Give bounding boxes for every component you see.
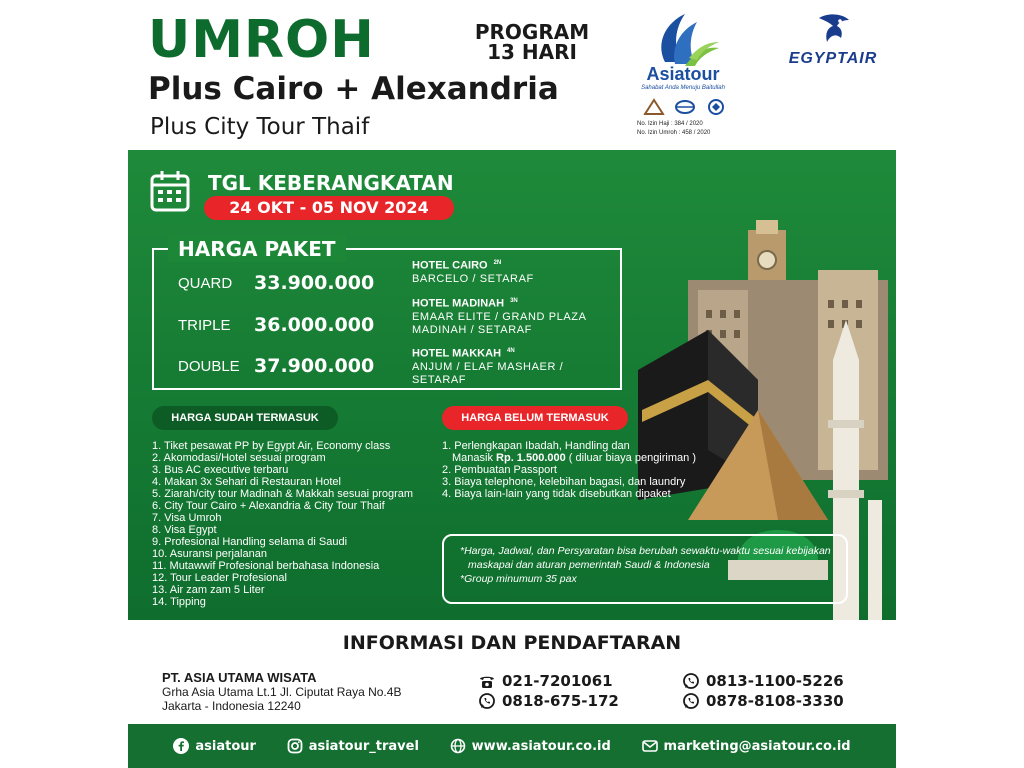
list-item: 11. Mutawwif Profesional berbahasa Indonesia xyxy=(152,560,380,572)
facebook-link[interactable] xyxy=(173,738,256,754)
departure-date: 24 OKT - 05 NOV 2024 xyxy=(204,196,454,220)
price-value: 37.900.000 xyxy=(254,355,375,377)
hotel-desc: SETARAF xyxy=(412,373,467,386)
whatsapp-icon xyxy=(682,672,700,690)
globe-icon xyxy=(450,738,466,754)
program-duration xyxy=(466,22,598,62)
list-item: 8. Visa Egypt xyxy=(152,524,217,536)
izin-haji: No. Izin Haji : 384 / 2020 xyxy=(637,121,703,127)
whatsapp-number: 0818-675-172 xyxy=(502,692,619,710)
price-label: TRIPLE xyxy=(178,316,231,334)
contact-whatsapp-3[interactable] xyxy=(682,692,844,710)
departure-title: TGL KEBERANGKATAN xyxy=(208,171,454,195)
price-label: QUARD xyxy=(178,274,233,292)
website-link[interactable] xyxy=(450,738,611,754)
asiatour-logo xyxy=(633,12,733,142)
asiatour-tagline: Sahabat Anda Menuju Baitullah xyxy=(641,85,725,91)
list-item: 13. Air zam zam 5 Liter xyxy=(152,584,265,596)
list-item-continuation xyxy=(442,452,732,464)
price-row-double xyxy=(178,353,374,379)
note-line: maskapai dan aturan pemerintah Saudi & Indonesia xyxy=(468,559,710,571)
price-title: HARGA PAKET xyxy=(178,237,336,261)
contact-whatsapp-1[interactable] xyxy=(478,692,619,710)
instagram-link[interactable] xyxy=(287,738,419,754)
egyptair-name: EGYPTAIR xyxy=(788,50,878,67)
list-item: 14. Tipping xyxy=(152,596,206,608)
info-title: INFORMASI DAN PENDAFTARAN xyxy=(342,632,682,654)
egyptair-logo xyxy=(783,12,883,72)
asiatour-name: Asiatour xyxy=(646,64,720,84)
price-title-wrap xyxy=(168,236,346,262)
package-panel xyxy=(128,150,896,620)
list-item: 7. Visa Umroh xyxy=(152,512,222,524)
list-item: 4. Biaya lain-lain yang tidak disebutkan dipaket xyxy=(442,488,671,500)
price-value: 33.900.000 xyxy=(254,272,375,294)
hotel-desc: EMAAR ELITE / GRAND PLAZA xyxy=(412,310,587,323)
list-item: 6. City Tour Cairo + Alexandria & City Tour Thaif xyxy=(152,500,385,512)
email-link[interactable] xyxy=(642,738,851,754)
hotel-nights: 2N xyxy=(493,260,502,266)
program-line1: PROGRAM xyxy=(474,20,590,44)
horus-falcon-icon xyxy=(813,12,853,48)
poster-subtitle: Plus Cairo + Alexandria xyxy=(148,71,559,107)
social-footer xyxy=(128,724,896,768)
license-numbers xyxy=(637,120,737,138)
facebook-handle: asiatour xyxy=(195,738,256,754)
manasik-note: ( diluar biaya pengiriman ) xyxy=(565,452,696,464)
phone-number: 021-7201061 xyxy=(502,672,613,690)
price-row-quard xyxy=(178,270,374,296)
list-item: 4. Makan 3x Sehari di Restauran Hotel xyxy=(152,476,341,488)
calendar-icon xyxy=(150,170,190,212)
hotel-name: HOTEL MAKKAH xyxy=(412,347,502,360)
facebook-icon xyxy=(173,738,189,754)
telephone-icon xyxy=(478,672,496,690)
list-item: 10. Asuransi perjalanan xyxy=(152,548,267,560)
manasik-price: Rp. 1.500.000 xyxy=(496,452,566,464)
excluded-title: HARGA BELUM TERMASUK xyxy=(442,406,628,430)
whatsapp-icon xyxy=(682,692,700,710)
hotel-nights: 3N xyxy=(510,298,518,304)
instagram-handle: asiatour_travel xyxy=(308,738,419,754)
hotel-desc: MADINAH / SETARAF xyxy=(412,323,533,336)
himpuh-badge-icon xyxy=(705,98,727,116)
price-value: 36.000.000 xyxy=(254,314,375,336)
contact-phone[interactable] xyxy=(478,672,613,690)
whatsapp-icon xyxy=(478,692,496,710)
amphuri-badge-icon xyxy=(643,98,665,116)
price-row-triple xyxy=(178,312,374,338)
website-url: www.asiatour.co.id xyxy=(471,738,611,754)
izin-umroh: No. Izin Umroh : 458 / 2020 xyxy=(637,130,711,136)
hotel-cairo xyxy=(412,256,612,286)
company-address-line1: Grha Asia Utama Lt.1 Jl. Ciputat Raya No.4B xyxy=(162,685,402,699)
list-item: 12. Tour Leader Profesional xyxy=(152,572,287,584)
hotel-name: HOTEL MADINAH xyxy=(412,297,505,310)
whatsapp-number: 0878-8108-3330 xyxy=(706,692,844,710)
included-title: HARGA SUDAH TERMASUK xyxy=(152,406,338,430)
hotel-desc: BARCELO / SETARAF xyxy=(412,272,534,285)
hotel-nights: 4N xyxy=(507,348,515,354)
included-list xyxy=(152,440,452,608)
iata-badge-icon xyxy=(674,98,696,116)
company-info xyxy=(162,670,462,713)
list-item: 2. Akomodasi/Hotel sesuai program xyxy=(152,452,326,464)
list-item: 1. Perlengkapan Ibadah, Handling dan xyxy=(442,440,630,452)
umroh-poster xyxy=(128,0,896,768)
email-address: marketing@asiatour.co.id xyxy=(663,738,851,754)
program-line2: 13 HARI xyxy=(487,40,577,64)
list-item: 1. Tiket pesawat PP by Egypt Air, Economy class xyxy=(152,440,391,452)
hotel-desc: ANJUM / ELAF MASHAER / xyxy=(412,360,564,373)
manasik-label: Manasik xyxy=(452,452,497,464)
poster-title: UMROH xyxy=(148,10,375,70)
note-line: *Harga, Jadwal, dan Persyaratan bisa berubah sewaktu-waktu sesuai kebijakan xyxy=(460,545,831,557)
list-item: 9. Profesional Handling selama di Saudi xyxy=(152,536,348,548)
asiatour-emblem-icon xyxy=(645,12,721,68)
list-item: 3. Biaya telephone, kelebihan bagasi, dan laundry xyxy=(442,476,686,488)
price-label: DOUBLE xyxy=(178,357,240,375)
list-item: 2. Pembuatan Passport xyxy=(442,464,557,476)
whatsapp-number: 0813-1100-5226 xyxy=(706,672,844,690)
hotel-makkah xyxy=(412,344,612,387)
mail-icon xyxy=(642,738,658,754)
hotel-madinah xyxy=(412,294,612,337)
excluded-list xyxy=(442,440,732,500)
note-line: *Group minumum 35 pax xyxy=(460,573,577,585)
contact-whatsapp-2[interactable] xyxy=(682,672,844,690)
company-name: PT. ASIA UTAMA WISATA xyxy=(162,670,317,685)
hotel-name: HOTEL CAIRO xyxy=(412,259,488,272)
list-item: 5. Ziarah/city tour Madinah & Makkah sesuai program xyxy=(152,488,414,500)
instagram-icon xyxy=(287,738,303,754)
company-address-line2: Jakarta - Indonesia 12240 xyxy=(162,699,301,713)
accreditation-badges xyxy=(643,96,727,118)
poster-subtitle-2: Plus City Tour Thaif xyxy=(150,114,370,140)
list-item: 3. Bus AC executive terbaru xyxy=(152,464,289,476)
disclaimer-note xyxy=(442,534,848,604)
